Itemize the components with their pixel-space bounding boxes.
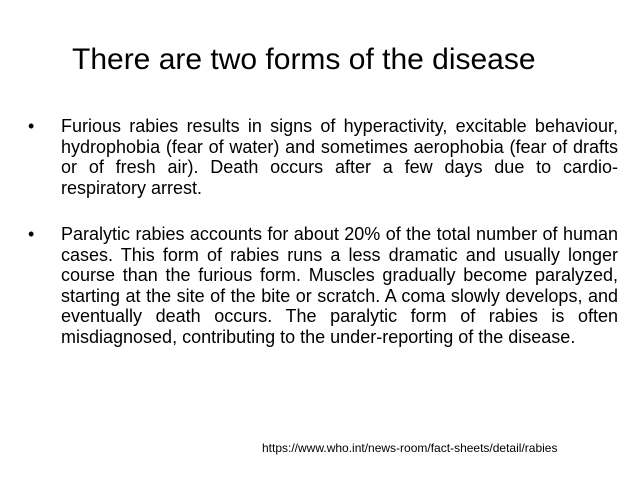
bullet-marker: • (28, 224, 35, 244)
bullet-text: Paralytic rabies accounts for about 20% of the total number of human cases. This form of rabies runs a less dramatic and usually longer course than the furious form. Muscles gradually become paralyzed, starting at the site of the bite or scratch. A coma slowly develops, and eventually death occurs. The paralytic form of rabies is often misdiagnosed, contributing to the under-reporting of the disease. (61, 224, 618, 347)
bullet-item-furious-rabies (28, 116, 618, 198)
bullet-item-paralytic-rabies (28, 224, 618, 347)
bullet-text: Furious rabies results in signs of hyperactivity, excitable behaviour, hydrophobia (fear of water) and sometimes aerophobia (fear of drafts or of fresh air). Death occurs after a few days due to cardio-respiratory arrest. (61, 116, 618, 198)
bullet-list (28, 116, 618, 347)
slide-title: There are two forms of the disease (72, 43, 536, 76)
bullet-marker: • (28, 116, 35, 136)
source-url: https://www.who.int/news-room/fact-sheets/detail/rabies (262, 441, 558, 455)
